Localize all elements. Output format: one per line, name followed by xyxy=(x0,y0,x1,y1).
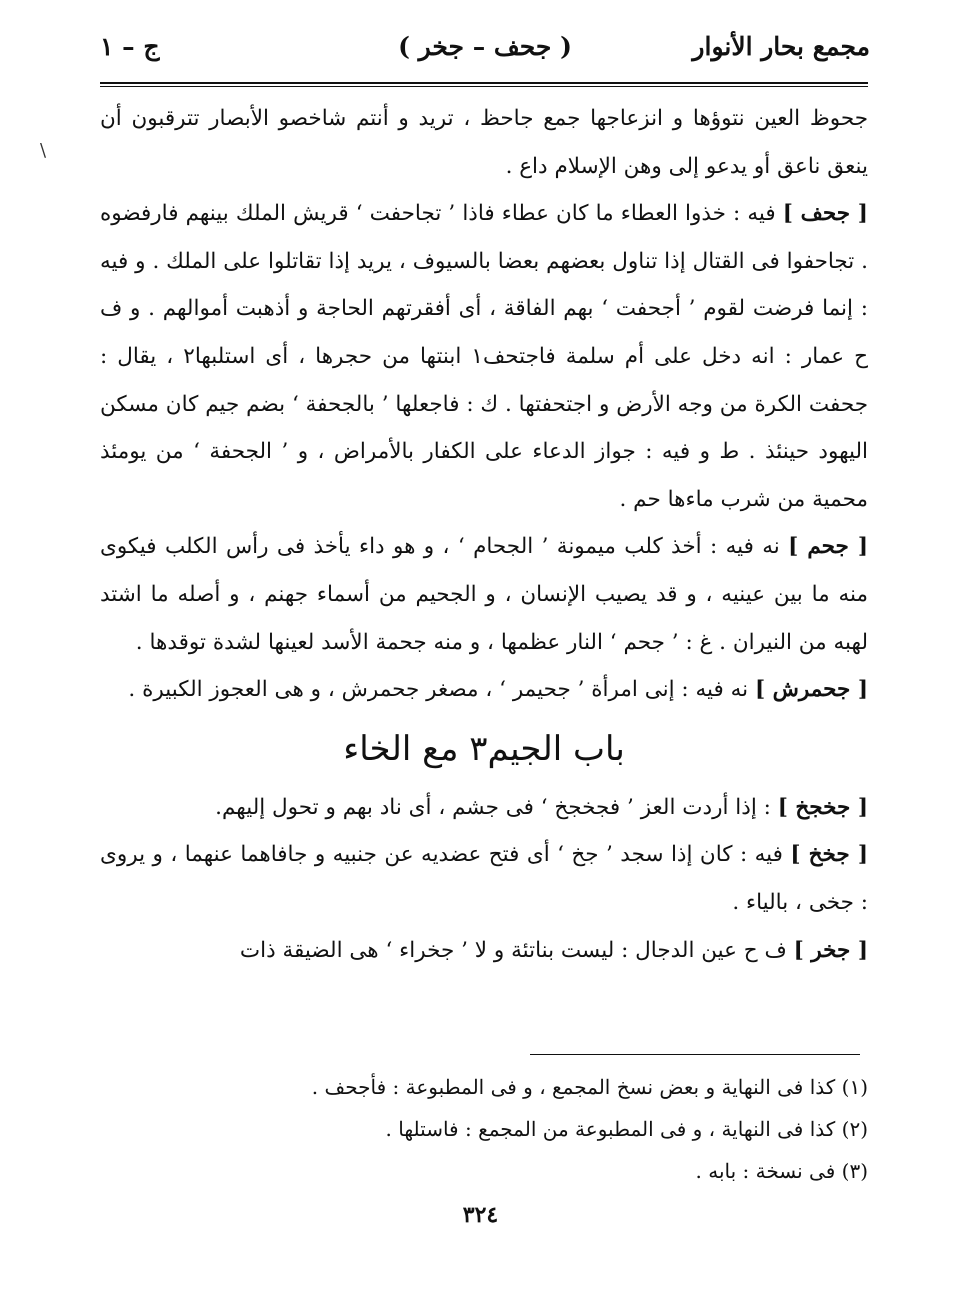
entry-jakhkh xyxy=(100,831,868,926)
entry-text: نه فيه : إنى امرأة ’ جحيمر ‘ ، مصغر جحمرش ، و هى العجوز الكبيرة . xyxy=(128,677,749,703)
entry-text: : إذا أردت العز ’ فجخجخ ‘ فى جشم ، أى ناد بهم و تحول إليهم. xyxy=(215,794,771,820)
paragraph-text: جحوظ العين نتوؤها و انزعاجها جمع جاحظ ، تريد و أنتم شاخصو الأبصار تترقبون أن ينعق ناعق أو يدعو إلى وهن الإسلام داع . xyxy=(100,106,868,179)
entry-lemma: [ جحف ] xyxy=(782,201,868,227)
page-header xyxy=(100,32,870,72)
entry-text: فيه : خذوا العطاء ما كان عطاء فاذا ’ تجاحفت ‘ قريش الملك بينهم فارفضوه . تجاحفوا فى القتال إذا تناول بعضهم بعضا بالسيوف ، يريد إذا تقاتلوا على الملك . و فيه : إنما فرضت لقوم ’ أجحفت ‘ بهم الفاقة ، أى أفقرتهم الحاجة و أذهبت أموالهم . و ف ح عمار : انه دخل على أم سلمة فاجتحف١ ابنتها من حجرها ، أى استلبها٢ ، يقال : جحفت الكرة من وجه الأرض و اجتحفتها . ك : فاجعلها ’ بالجحفة ‘ بضم جيم كان مسكن اليهود حينئذ . ط و فيه : جواز الدعاء على الكفار بالأمراض ، و ’ الجحفة ‘ من يومئذ محمية من شرب ماءها حم . xyxy=(100,201,868,512)
entry-jakhjakh xyxy=(100,784,868,832)
volume-number: ج – ١ xyxy=(100,32,160,61)
header-rule-thin xyxy=(100,86,868,87)
page-number: ٣٢٤ xyxy=(462,1202,499,1228)
footnote: (٢) كذا فى النهاية ، و فى المطبوعة من المجمع : فاستلها . xyxy=(385,1117,868,1141)
entry-lemma: [ جخخ ] xyxy=(790,842,868,868)
book-title: مجمع بحار الأنوار xyxy=(692,32,870,61)
footnote: (٣) فى نسخة : بابه . xyxy=(695,1159,868,1183)
section-title: باب الجيم٣ مع الخاء xyxy=(343,728,625,769)
entry-lemma: [ جخجخ ] xyxy=(777,794,868,820)
entry-range: ( جحف – جخر ) xyxy=(398,32,572,61)
entry-jahf xyxy=(100,190,868,523)
paragraph-0 xyxy=(100,95,868,190)
footnote: (١) كذا فى النهاية و بعض نسخ المجمع ، و فى المطبوعة : فأجحف . xyxy=(311,1075,868,1099)
entry-lemma: [ جحم ] xyxy=(788,534,869,560)
entry-lemma: [ جخر ] xyxy=(793,937,868,963)
entry-text: فيه : كان إذا سجد ’ جخ ‘ أى فتح عضديه عن جنبيه و جافاهما عنهما ، و يروى : جخى ، بالياء . xyxy=(100,842,868,915)
entry-jakhr xyxy=(100,927,868,975)
entry-jahm xyxy=(100,523,868,666)
margin-mark: \ xyxy=(40,140,47,161)
entry-text: ف ح عين الدجال : ليست بناتئة و لا ’ جخراء ‘ هى الضيقة ذات xyxy=(239,937,787,963)
page-body xyxy=(100,95,868,974)
entry-jahmarish xyxy=(100,666,868,714)
footnotes xyxy=(100,1066,868,1192)
footnote-rule xyxy=(530,1054,860,1055)
header-rule xyxy=(100,82,868,84)
entry-lemma: [ جحمرش ] xyxy=(754,677,868,703)
entry-text: نه فيه : أخذ كلب ميمونة ’ الجحام ‘ ، و هو داء يأخذ فى رأس الكلب فيكوى منه ما بين عينيه ، و قد يصيب الإنسان ، و الجحيم من أسماء جهنم ، و أصله ما اشتد لهبه من النيران . غ : ’ جحم ‘ النار عظمها ، و منه جحمة الأسد لعينها لشدة توقدها . xyxy=(100,534,868,655)
